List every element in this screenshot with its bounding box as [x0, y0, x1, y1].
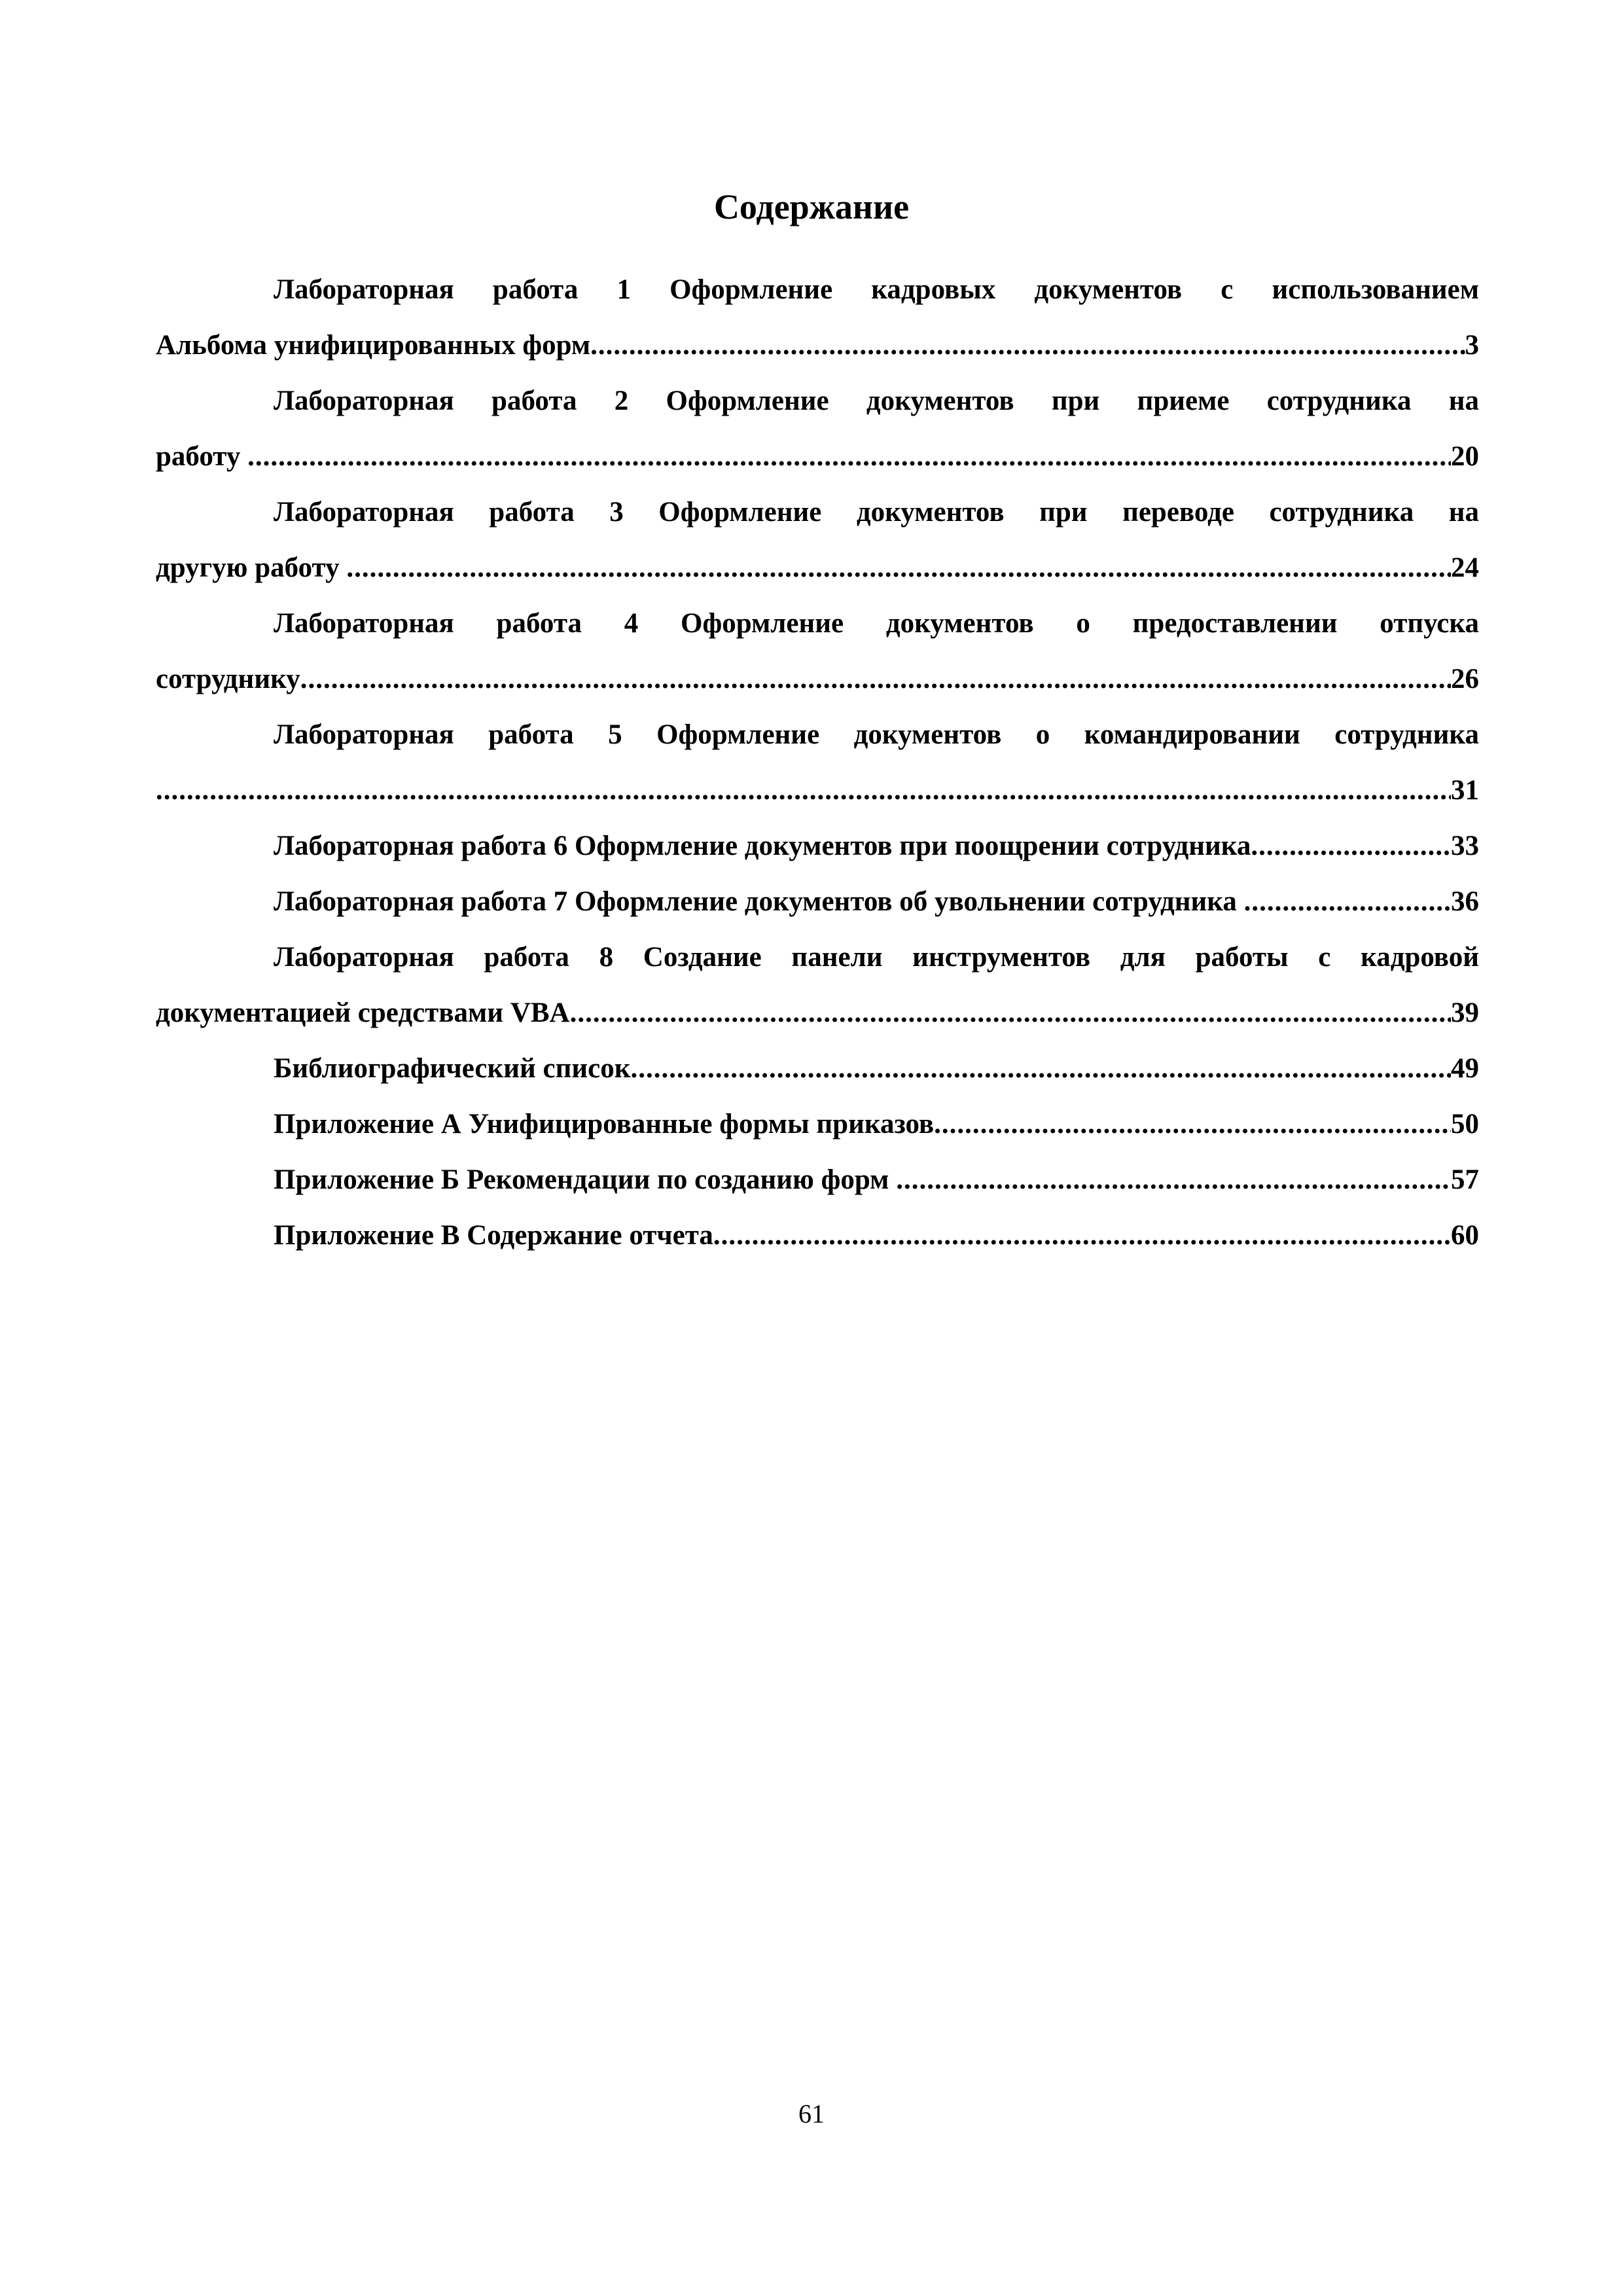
toc-page-number: 24	[1451, 552, 1479, 583]
toc-entry-title-continued: другую работу	[156, 552, 347, 583]
toc-page-number: 39	[1451, 997, 1479, 1028]
toc-entry-appendix-a[interactable]	[156, 1096, 1479, 1152]
toc-entry-lab-4[interactable]	[156, 596, 1479, 707]
toc-entry-title-continued: Альбома унифицированных форм	[156, 330, 591, 361]
toc-page-number: 33	[1451, 831, 1479, 861]
dot-leader	[570, 985, 1451, 1041]
toc-entry-title: Лабораторная работа 8 Создание панели инструментов для работы с кадровой	[274, 942, 1479, 973]
toc-entry-title: Лабораторная работа 6 Оформление документов при поощрении сотрудника	[274, 831, 1251, 861]
dot-leader	[1244, 874, 1451, 929]
toc-heading: Содержание	[713, 187, 910, 226]
toc-page-number: 57	[1451, 1164, 1479, 1195]
toc-entry-bibliography[interactable]	[156, 1041, 1479, 1096]
dot-leader	[713, 1208, 1451, 1263]
toc-entry-title: Приложение В Содержание отчета	[274, 1220, 713, 1251]
toc-entry-lab-1[interactable]	[156, 262, 1479, 373]
toc-entry-lab-2[interactable]	[156, 373, 1479, 484]
toc-entry-title: Лабораторная работа 3 Оформление документов при переводе сотрудника на	[274, 497, 1479, 528]
toc-entry-title-continued: документацией средствами VBA	[156, 997, 570, 1028]
toc-page-number: 26	[1451, 664, 1479, 694]
toc-page-number: 36	[1451, 886, 1479, 917]
toc-entry-title: Библиографический список	[274, 1053, 631, 1084]
toc-entry-title-continued: сотруднику	[156, 664, 300, 694]
dot-leader	[934, 1096, 1451, 1152]
dot-leader	[1251, 818, 1451, 874]
toc-page-number: 20	[1451, 441, 1479, 472]
dot-leader	[590, 317, 1465, 373]
toc-entry-lab-7[interactable]	[156, 874, 1479, 929]
toc-entry-appendix-v[interactable]	[156, 1208, 1479, 1263]
toc-page-number: 49	[1451, 1053, 1479, 1084]
toc-page-number: 60	[1451, 1220, 1479, 1251]
toc-entry-lab-6[interactable]	[156, 818, 1479, 874]
dot-leader	[346, 540, 1451, 596]
toc-page-number: 31	[1451, 775, 1479, 806]
toc-entry-title: Приложение А Унифицированные формы приказов	[274, 1109, 935, 1139]
dot-leader	[631, 1041, 1451, 1096]
dot-leader	[247, 429, 1451, 484]
page-number: 61	[798, 2099, 825, 2128]
toc-entry-title: Лабораторная работа 1 Оформление кадровых документов с использованием	[274, 274, 1479, 305]
dot-leader	[156, 762, 1451, 818]
toc-entry-title: Приложение Б Рекомендации по созданию форм	[274, 1164, 897, 1195]
dot-leader	[300, 651, 1451, 707]
toc-page-number: 3	[1465, 330, 1479, 361]
dot-leader	[896, 1152, 1451, 1208]
toc-entry-appendix-b[interactable]	[156, 1152, 1479, 1208]
toc-entry-title-continued: работу	[156, 441, 248, 472]
toc-entry-lab-5[interactable]	[156, 707, 1479, 818]
toc-entry-lab-3[interactable]	[156, 484, 1479, 596]
toc-page-number: 50	[1451, 1109, 1479, 1139]
toc-entry-title: Лабораторная работа 7 Оформление документов об увольнении сотрудника	[274, 886, 1244, 917]
toc-entry-title: Лабораторная работа 5 Оформление документов о командировании сотрудника	[274, 719, 1479, 750]
table-of-contents	[156, 262, 1479, 1263]
toc-entry-title: Лабораторная работа 2 Оформление документов при приеме сотрудника на	[274, 386, 1479, 416]
toc-entry-lab-8[interactable]	[156, 929, 1479, 1041]
toc-entry-title: Лабораторная работа 4 Оформление документов о предоставлении отпуска	[274, 608, 1479, 639]
